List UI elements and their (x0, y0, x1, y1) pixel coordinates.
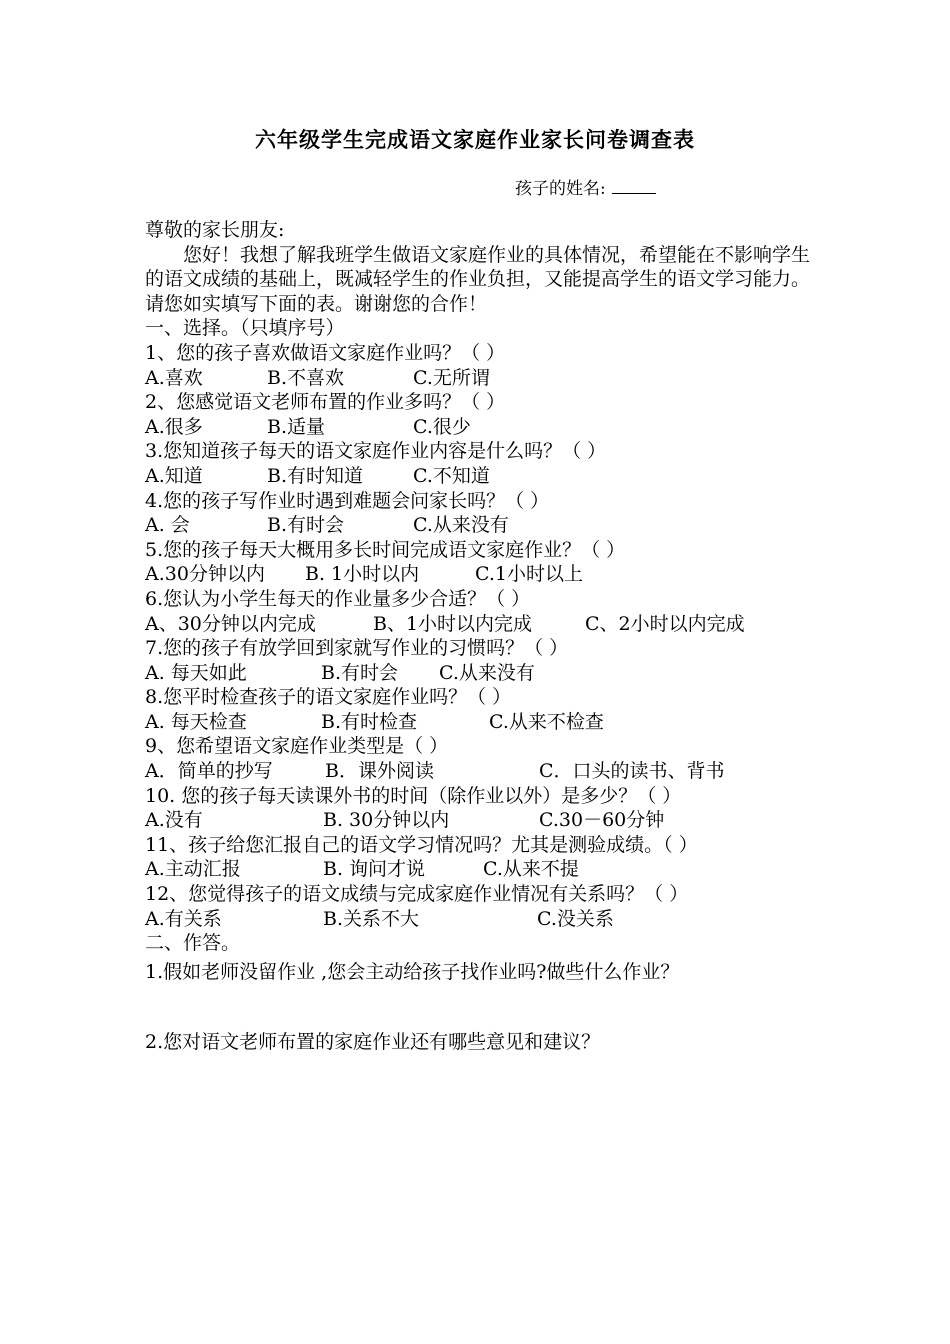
survey-body (145, 218, 810, 1055)
answer-question-1: 1.假如老师没留作业 ,您会主动给孩子找作业吗?做些什么作业？ (145, 960, 680, 983)
option-b: B.有时检查 (321, 710, 418, 733)
option-c: C.无所谓 (413, 366, 490, 389)
section1-title: 一、选择。（只填序号） (145, 317, 345, 340)
question-6: 6.您认为小学生每天的作业量多少合适？（ ） (145, 587, 531, 610)
question-7: 7.您的孩子有放学回到家就写作业的习惯吗？（ ） (145, 637, 569, 660)
child-name-label: 孩子的姓名: (515, 179, 606, 199)
options-11 (145, 857, 810, 882)
options-8 (145, 710, 810, 735)
option-c: C.没关系 (537, 907, 614, 930)
answer-question-2: 2.您对语文老师布置的家庭作业还有哪些意见和建议？ (145, 1031, 601, 1054)
option-a: A. 每天如此 (145, 661, 247, 684)
option-c: C.从来不提 (483, 858, 579, 881)
option-c: C.从来不检查 (489, 710, 604, 733)
question-8: 8.您平时检查孩子的语文家庭作业吗？（ ） (145, 686, 512, 709)
option-b: B. 30分钟以内 (323, 809, 450, 832)
options-12 (145, 907, 810, 932)
options-7 (145, 661, 810, 686)
question-4: 4.您的孩子写作业时遇到难题会问家长吗？（ ） (145, 489, 550, 512)
option-b: B.有时会 (321, 661, 399, 684)
options-5 (145, 562, 810, 587)
options-10 (145, 808, 810, 833)
option-b: B.有时会 (267, 514, 345, 537)
option-a: A. 每天检查 (145, 710, 247, 733)
option-a: A.没有 (145, 809, 203, 832)
options-3 (145, 464, 810, 489)
option-a: A.30分钟以内 (145, 563, 265, 586)
question-1: 1、您的孩子喜欢做语文家庭作业吗？（ ） (145, 341, 506, 364)
option-b: B. 1小时以内 (305, 563, 420, 586)
option-c: C．口头的读书、背书 (539, 760, 725, 783)
option-c: C.很少 (413, 415, 471, 438)
options-9 (145, 759, 810, 784)
option-c: C.不知道 (413, 464, 490, 487)
option-b: B．课外阅读 (325, 760, 434, 783)
option-a: A.喜欢 (145, 366, 203, 389)
options-6 (145, 612, 810, 637)
option-b: B、1小时以内完成 (373, 612, 533, 635)
question-5: 5.您的孩子每天大概用多长时间完成语文家庭作业？（ ） (145, 538, 626, 561)
option-c: C、2小时以内完成 (585, 612, 745, 635)
options-2 (145, 415, 810, 440)
option-b: B. 询问才说 (323, 858, 426, 881)
option-b: B.不喜欢 (267, 366, 345, 389)
question-12: 12、您觉得孩子的语文成绩与完成家庭作业情况有关系吗？（ ） (145, 883, 689, 906)
question-10: 10. 您的孩子每天读课外书的时间（除作业以外）是多少？（ ） (145, 784, 682, 807)
option-b: B.关系不大 (323, 907, 420, 930)
section2-title: 二、作答。 (145, 932, 241, 955)
option-a: A.有关系 (145, 907, 222, 930)
option-a: A.主动汇报 (145, 858, 241, 881)
option-b: B.有时知道 (267, 464, 364, 487)
child-name-row (515, 174, 656, 199)
option-a: A．简单的抄写 (145, 760, 273, 783)
option-a: A.知道 (145, 464, 203, 487)
options-1 (145, 366, 810, 391)
question-9: 9、您希望语文家庭作业类型是（ ） (145, 735, 449, 758)
child-name-blank (612, 179, 656, 194)
option-a: A、30分钟以内完成 (145, 612, 316, 635)
question-2: 2、您感觉语文老师布置的作业多吗？（ ） (145, 391, 506, 414)
option-b: B.适量 (267, 415, 326, 438)
options-4 (145, 513, 810, 538)
option-a: A. 会 (145, 514, 190, 537)
option-c: C.30－60分钟 (539, 809, 665, 832)
intro-paragraph: 您好！我想了解我班学生做语文家庭作业的具体情况，希望能在不影响学生的语文成绩的基础上，既减轻学生的作业负担，又能提高学生的语文学习能力。请您如实填写下面的表。谢谢您的合作！ (145, 243, 811, 315)
greeting: 尊敬的家长朋友: (145, 219, 285, 241)
option-a: A.很多 (145, 415, 203, 438)
page-title: 六年级学生完成语文家庭作业家长问卷调查表 (255, 127, 695, 152)
answer-space-1 (145, 984, 810, 1030)
option-c: C.1小时以上 (475, 563, 583, 586)
option-c: C.从来没有 (439, 661, 535, 684)
question-3: 3.您知道孩子每天的语文家庭作业内容是什么吗？（ ） (145, 440, 607, 463)
question-11: 11、孩子给您汇报自己的语文学习情况吗？尤其是测验成绩。（ ） (145, 833, 698, 856)
option-c: C.从来没有 (413, 514, 509, 537)
